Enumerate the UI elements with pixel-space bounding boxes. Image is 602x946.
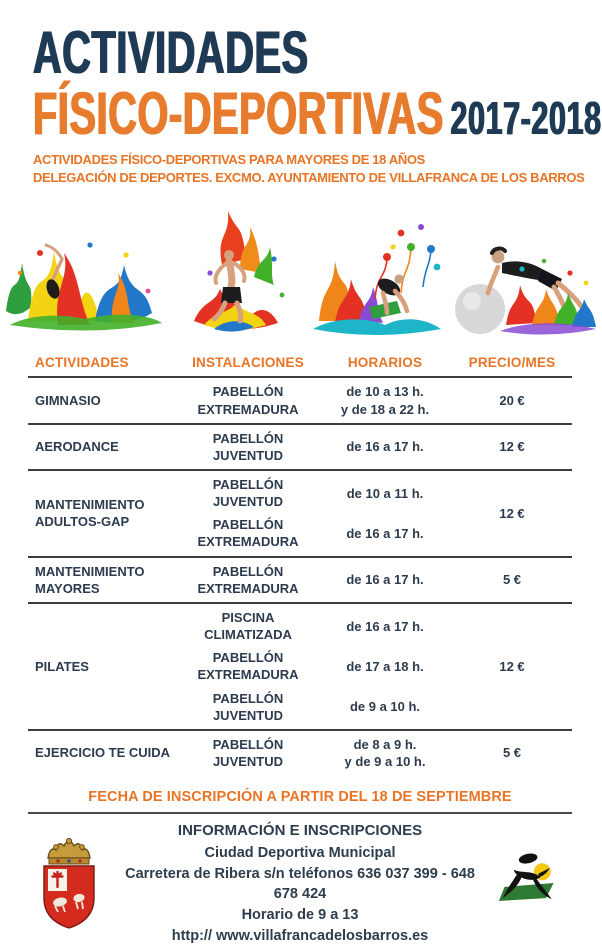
schedule-line: de 9 a 10 h. <box>318 698 452 715</box>
coat-of-arms-icon <box>20 836 120 932</box>
activity-line: AERODANCE <box>35 438 178 455</box>
facility-schedule-slot <box>178 473 452 513</box>
facility-line: PABELLÓN <box>178 690 318 707</box>
facility-schedule-slot <box>178 427 452 467</box>
schedule <box>318 658 452 675</box>
facility-name <box>178 736 318 770</box>
season-years: 2017-2018 <box>451 92 602 144</box>
facility-name <box>178 476 318 510</box>
activity-name <box>28 563 178 597</box>
activity-line: PILATES <box>35 658 178 675</box>
activity-name <box>28 438 178 455</box>
footer-info-block <box>120 822 480 946</box>
facility-name <box>178 516 318 550</box>
activity-name <box>28 744 178 761</box>
inscription-date-notice: FECHA DE INSCRIPCIÓN A PARTIR DEL 18 DE SEPTIEMBRE <box>0 789 600 805</box>
footer-website-url: http:// www.villafrancadelosbarros.es <box>120 926 480 946</box>
facility-schedule-slot <box>178 380 452 420</box>
schedule-line: de 16 a 17 h. <box>318 438 452 455</box>
schedule-line: y de 18 a 22 h. <box>318 401 452 418</box>
schedule <box>318 618 452 635</box>
price-value: 20 € <box>452 392 572 409</box>
subtitle-audience: ACTIVIDADES FÍSICO-DEPORTIVAS PARA MAYORES DE 18 AÑOS <box>33 152 572 167</box>
facility-line: PABELLÓN <box>178 430 318 447</box>
subtitle-organizer: DELEGACIÓN DE DEPORTES. EXCMO. AYUNTAMIENTO DE VILLAFRANCA DE LOS BARROS <box>33 170 572 185</box>
facility-schedule-slot <box>178 606 452 646</box>
col-header-horarios: HORARIOS <box>318 355 452 370</box>
price-value: 12 € <box>452 658 572 675</box>
facility-schedule-slot <box>178 646 452 686</box>
facility-name <box>178 690 318 724</box>
activities-table-body <box>28 378 572 775</box>
footer-opening-hours: Horario de 9 a 13 <box>120 905 480 926</box>
facility-line: JUVENTUD <box>178 707 318 724</box>
price-value: 5 € <box>452 744 572 761</box>
footer-address-phones: Carretera de Ribera s/n teléfonos 636 037 399 - 648 678 424 <box>120 864 480 905</box>
activity-name <box>28 658 178 675</box>
activity-line: GIMNASIO <box>35 392 178 409</box>
schedule-line: de 16 a 17 h. <box>318 571 452 588</box>
activities-table <box>28 351 572 775</box>
table-row <box>28 604 572 731</box>
table-row <box>28 425 572 471</box>
schedule <box>318 571 452 588</box>
facility-line: PABELLÓN <box>178 516 318 533</box>
footer-heading: INFORMACIÓN E INSCRIPCIONES <box>120 822 480 839</box>
schedule-line: de 10 a 11 h. <box>318 485 452 502</box>
facility-line: EXTREMADURA <box>178 401 318 418</box>
table-row <box>28 558 572 604</box>
facility-name <box>178 430 318 464</box>
facility-line: PABELLÓN <box>178 736 318 753</box>
facility-line: JUVENTUD <box>178 753 318 770</box>
schedule-line: de 10 a 13 h. <box>318 383 452 400</box>
hero-illustrations <box>0 203 600 343</box>
col-header-actividades: ACTIVIDADES <box>28 355 178 370</box>
facility-schedule-slot <box>178 733 452 773</box>
facility-line: PABELLÓN <box>178 476 318 493</box>
row-slots <box>178 427 452 467</box>
row-slots <box>178 606 452 727</box>
page-title-line2: FÍSICO-DEPORTIVAS <box>33 80 444 147</box>
schedule <box>318 736 452 770</box>
price-value: 12 € <box>452 438 572 455</box>
page-title: ACTIVIDADES <box>33 19 309 86</box>
activity-line: MAYORES <box>35 580 178 597</box>
table-row <box>28 731 572 775</box>
row-slots <box>178 473 452 554</box>
schedule <box>318 525 452 542</box>
facility-line: EXTREMADURA <box>178 533 318 550</box>
facility-schedule-slot <box>178 560 452 600</box>
schedule-line: de 16 a 17 h. <box>318 618 452 635</box>
facility-name <box>178 383 318 417</box>
row-slots <box>178 380 452 420</box>
schedule <box>318 438 452 455</box>
activity-line: ADULTOS-GAP <box>35 513 178 530</box>
activity-line: MANTENIMIENTO <box>35 496 178 513</box>
activity-name <box>28 496 178 530</box>
facility-line: PABELLÓN <box>178 563 318 580</box>
table-header-row <box>28 351 572 378</box>
schedule-line: de 17 a 18 h. <box>318 658 452 675</box>
poster-footer <box>0 814 600 946</box>
row-slots <box>178 733 452 773</box>
facility-line: EXTREMADURA <box>178 666 318 683</box>
gymnast-in-paint-splash-illustration <box>0 203 170 343</box>
exercising-person-with-paint-drops-illustration <box>305 203 450 343</box>
activity-line: EJERCICIO TE CUIDA <box>35 744 178 761</box>
man-plank-on-exercise-ball-illustration <box>450 203 600 343</box>
facility-name <box>178 563 318 597</box>
facility-line: EXTREMADURA <box>178 580 318 597</box>
schedule-line: de 16 a 17 h. <box>318 525 452 542</box>
col-header-precio: PRECIO/MES <box>452 355 572 370</box>
activity-name <box>28 392 178 409</box>
price-value: 12 € <box>452 505 572 522</box>
sports-figure-logo-icon <box>480 849 580 919</box>
facility-line: PABELLÓN <box>178 383 318 400</box>
facility-line: JUVENTUD <box>178 493 318 510</box>
facility-line: PABELLÓN <box>178 649 318 666</box>
price-value: 5 € <box>452 571 572 588</box>
facility-line: CLIMATIZADA <box>178 626 318 643</box>
schedule-line: de 8 a 9 h. <box>318 736 452 753</box>
schedule <box>318 485 452 502</box>
facility-line: PISCINA <box>178 609 318 626</box>
row-slots <box>178 560 452 600</box>
facility-schedule-slot <box>178 513 452 553</box>
table-row <box>28 471 572 558</box>
poster-header <box>0 0 600 185</box>
schedule-line: y de 9 a 10 h. <box>318 753 452 770</box>
jumping-man-in-paint-splash-illustration <box>170 203 305 343</box>
activity-line: MANTENIMIENTO <box>35 563 178 580</box>
col-header-instalaciones: INSTALACIONES <box>178 355 318 370</box>
facility-schedule-slot <box>178 687 452 727</box>
footer-venue: Ciudad Deportiva Municipal <box>120 843 480 864</box>
schedule <box>318 698 452 715</box>
facility-name <box>178 649 318 683</box>
facility-name <box>178 609 318 643</box>
table-row <box>28 378 572 424</box>
facility-line: JUVENTUD <box>178 447 318 464</box>
schedule <box>318 383 452 417</box>
